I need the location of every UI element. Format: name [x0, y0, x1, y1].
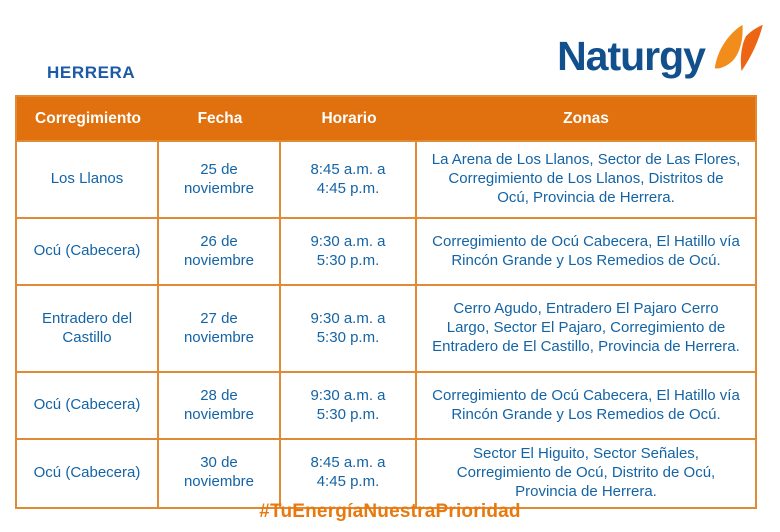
- horario-cell: 9:30 a.m. a 5:30 p.m.: [281, 219, 417, 284]
- horario-cell: 8:45 a.m. a 4:45 p.m.: [281, 440, 417, 507]
- butterfly-left-wing: [715, 25, 743, 69]
- table-row: [17, 140, 755, 217]
- corregimiento-cell: Ocú (Cabecera): [17, 219, 159, 284]
- butterfly-right-wing: [741, 25, 763, 71]
- horario-cell: 9:30 a.m. a 5:30 p.m.: [281, 373, 417, 438]
- column-header-horario: Horario: [321, 109, 377, 127]
- fecha-cell: 25 de noviembre: [159, 142, 281, 217]
- column-header-fecha: Fecha: [197, 109, 243, 127]
- horario-cell: 8:45 a.m. a 4:45 p.m.: [281, 142, 417, 217]
- column-header-corregimiento: Corregimiento: [35, 109, 141, 127]
- column-header-zonas: Zonas: [563, 109, 609, 127]
- zonas-cell: Sector El Higuito, Sector Señales, Corregimiento de Ocú, Distrito de Ocú, Provincia de Herrera.: [456, 445, 716, 500]
- table-row: [17, 438, 755, 507]
- region-label: HERRERA: [47, 63, 136, 82]
- fecha-cell: 27 de noviembre: [159, 286, 281, 371]
- corregimiento-cell: Ocú (Cabecera): [17, 440, 159, 507]
- table-row: [17, 217, 755, 284]
- horario-cell: 9:30 a.m. a 5:30 p.m.: [281, 286, 417, 371]
- zonas-cell: Corregimiento de Ocú Cabecera, El Hatillo vía Rincón Grande y Los Remedios de Ocú.: [432, 232, 740, 269]
- naturgy-wordmark: Naturgy: [557, 33, 705, 79]
- table-row: [17, 371, 755, 438]
- zonas-cell: Corregimiento de Ocú Cabecera, El Hatillo vía Rincón Grande y Los Remedios de Ocú.: [432, 386, 740, 423]
- zonas-cell: La Arena de Los Llanos, Sector de Las Flores, Corregimiento de Los Llanos, Distritos de Ocú, Provincia de Herrera.: [431, 151, 741, 206]
- zonas-cell: Cerro Agudo, Entradero El Pajaro Cerro Largo, Sector El Pajaro, Corregimiento de Entradero de El Castillo, Provincia de Herrera.: [432, 300, 740, 355]
- outage-table: [15, 95, 757, 509]
- corregimiento-cell: Los Llanos: [17, 142, 159, 217]
- corregimiento-cell: Ocú (Cabecera): [17, 373, 159, 438]
- corregimiento-cell: Entradero del Castillo: [17, 286, 159, 371]
- fecha-cell: 30 de noviembre: [159, 440, 281, 507]
- butterfly-icon: [708, 24, 764, 72]
- fecha-cell: 26 de noviembre: [159, 219, 281, 284]
- fecha-cell: 28 de noviembre: [159, 373, 281, 438]
- hashtag-label: #TuEnergíaNuestraPrioridad: [259, 501, 521, 522]
- table-row: [17, 284, 755, 371]
- naturgy-logo: [557, 24, 764, 77]
- table-header-row: [17, 97, 755, 140]
